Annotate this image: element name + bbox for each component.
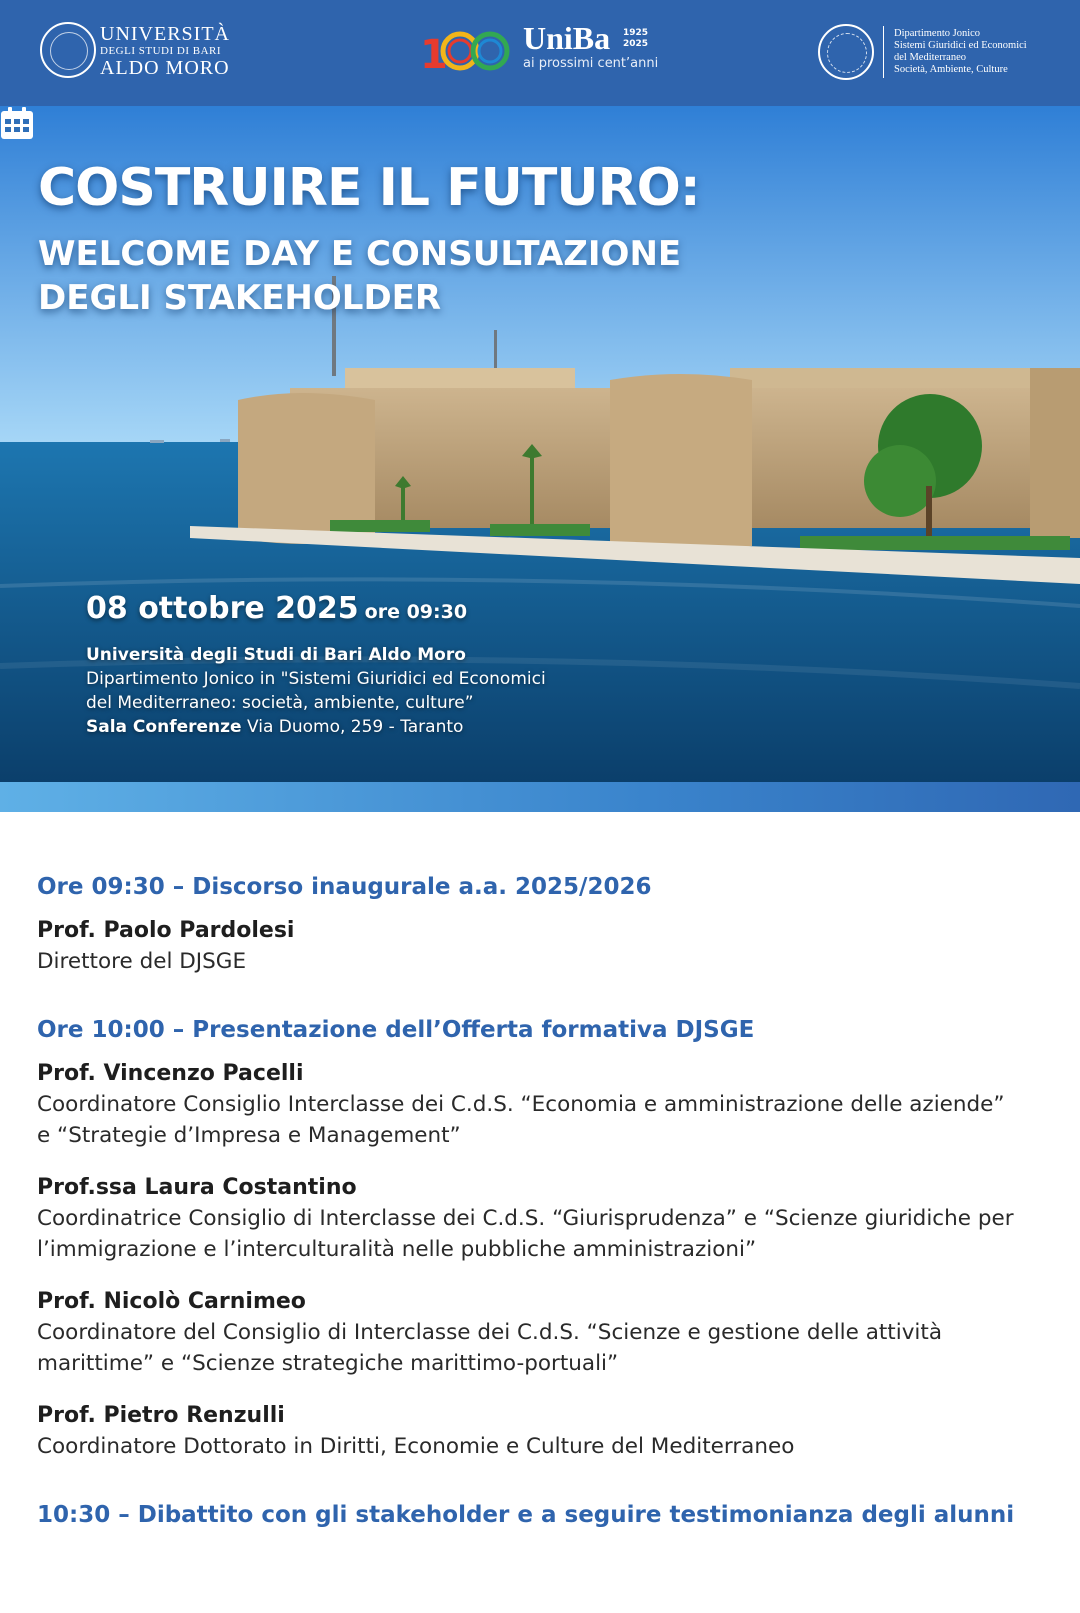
- centenary-ring-2-inner: [479, 40, 501, 62]
- speaker-carnimeo: [37, 1287, 1047, 1379]
- event-subtitle-line2: DEGLI STAKEHOLDER: [38, 278, 442, 318]
- speaker-renzulli: [37, 1401, 1047, 1462]
- hedge-center: [490, 524, 590, 536]
- speaker-name: Prof. Nicolò Carnimeo: [37, 1289, 306, 1314]
- uniba-year-end: 2025: [623, 39, 649, 49]
- castle-tower-center: [610, 374, 752, 552]
- speaker-role-line2: e “Strategie d’Impresa e Management”: [37, 1123, 461, 1148]
- speaker-role-line1: Coordinatore Dottorato in Diritti, Economie e Culture del Mediterraneo: [37, 1434, 795, 1459]
- university-name-line3: ALDO MORO: [100, 57, 230, 79]
- speaker-pardolesi: [37, 916, 1047, 977]
- calendar-ring-right: [22, 107, 26, 115]
- uniba-years: [623, 28, 648, 50]
- speaker-name: Prof. Vincenzo Pacelli: [37, 1061, 304, 1086]
- hedge-left: [330, 520, 430, 532]
- centenary-number-1: 1: [420, 32, 448, 76]
- department-line4: Società, Ambiente, Culture: [894, 64, 1008, 75]
- venue-department: Dipartimento Jonico in "Sistemi Giuridici ed Economici: [86, 669, 546, 689]
- speaker-name: Prof.ssa Laura Costantino: [37, 1175, 357, 1200]
- program: [37, 872, 1047, 1530]
- uniba-year-start: 1925: [623, 28, 649, 38]
- program-heading-dibattito: 10:30 – Dibattito con gli stakeholder e a seguire testimonianza degli alunni: [37, 1502, 1015, 1528]
- speaker-role-line1: Coordinatore Consiglio Interclasse dei C.d.S. “Economia e amministrazione delle aziende”: [37, 1092, 1005, 1117]
- event-title: COSTRUIRE IL FUTURO:: [38, 158, 700, 218]
- venue-department-cont: del Mediterraneo: società, ambiente, culture”: [86, 693, 474, 713]
- calendar-ring-left: [8, 107, 12, 115]
- hedge-right: [800, 536, 1070, 550]
- calendar-cell: [23, 119, 29, 124]
- university-name-line1: UNIVERSITÀ: [100, 23, 230, 45]
- hero-bottom-strip: [0, 782, 1080, 812]
- speaker-name: Prof. Pietro Renzulli: [37, 1403, 285, 1428]
- calendar-cell: [14, 119, 20, 124]
- calendar-cell: [14, 127, 20, 132]
- university-seal-icon: [40, 22, 96, 78]
- event-time: ore 09:30: [364, 601, 468, 623]
- university-name: [100, 24, 230, 78]
- venue-address: Via Duomo, 259 - Taranto: [246, 717, 464, 737]
- centenary-logo-icon: [420, 26, 510, 76]
- uniba-tagline: ai prossimi cent’anni: [523, 56, 659, 71]
- speaker-name: Prof. Paolo Pardolesi: [37, 918, 295, 943]
- event-date-value: 08 ottobre 2025: [86, 591, 359, 626]
- department-line2: Sistemi Giuridici ed Economici: [894, 40, 1027, 51]
- header-divider: [883, 26, 884, 78]
- speaker-role: Direttore del DJSGE: [37, 949, 247, 974]
- event-venue: [86, 643, 546, 739]
- speaker-role-line2: l’immigrazione e l’interculturalità nelle pubbliche amministrazioni”: [37, 1237, 757, 1262]
- ship-1: [150, 440, 164, 443]
- castle-tower-right: [1030, 368, 1080, 538]
- event-subtitle-line1: WELCOME DAY E CONSULTAZIONE: [38, 234, 682, 274]
- calendar-cell: [5, 119, 11, 124]
- calendar-icon: [0, 106, 34, 140]
- department-seal-icon: [818, 24, 874, 80]
- venue-room: Sala Conferenze: [86, 717, 242, 737]
- ship-2: [220, 439, 230, 442]
- speaker-role-line2: marittime” e “Scienze strategiche marittimo-portuali”: [37, 1351, 619, 1376]
- event-subtitle: [38, 232, 681, 320]
- flag-pole: [494, 330, 497, 370]
- program-heading-offerta: Ore 10:00 – Presentazione dell’Offerta formativa DJSGE: [37, 1017, 755, 1043]
- speaker-role-line1: Coordinatrice Consiglio di Interclasse dei C.d.S. “Giurisprudenza” e “Scienze giuridiche per: [37, 1206, 1014, 1231]
- department-line1: Dipartimento Jonico: [894, 28, 981, 39]
- department-name: [894, 28, 1027, 76]
- venue-address-line: [86, 715, 546, 739]
- hero-banner: [0, 106, 1080, 782]
- program-heading-inaugural: Ore 09:30 – Discorso inaugurale a.a. 2025/2026: [37, 874, 652, 900]
- calendar-body: [1, 111, 33, 139]
- calendar-cell: [5, 127, 11, 132]
- department-line3: del Mediterraneo: [894, 52, 967, 63]
- calendar-cell: [23, 127, 29, 132]
- speaker-costantino: [37, 1173, 1047, 1265]
- speaker-role-line1: Coordinatore del Consiglio di Interclasse dei C.d.S. “Scienze e gestione delle attività: [37, 1320, 943, 1345]
- uniba-wordmark: UniBa: [523, 20, 611, 56]
- venue-university: Università degli Studi di Bari Aldo Moro: [86, 645, 466, 665]
- event-date: [86, 591, 467, 626]
- centenary-ring-1-inner: [449, 40, 471, 62]
- header-bar: [0, 0, 1080, 106]
- uniba-brand: [523, 22, 658, 71]
- tree-small: [864, 445, 936, 517]
- university-name-line2: DEGLI STUDI DI BARI: [100, 45, 222, 57]
- speaker-pacelli: [37, 1059, 1047, 1151]
